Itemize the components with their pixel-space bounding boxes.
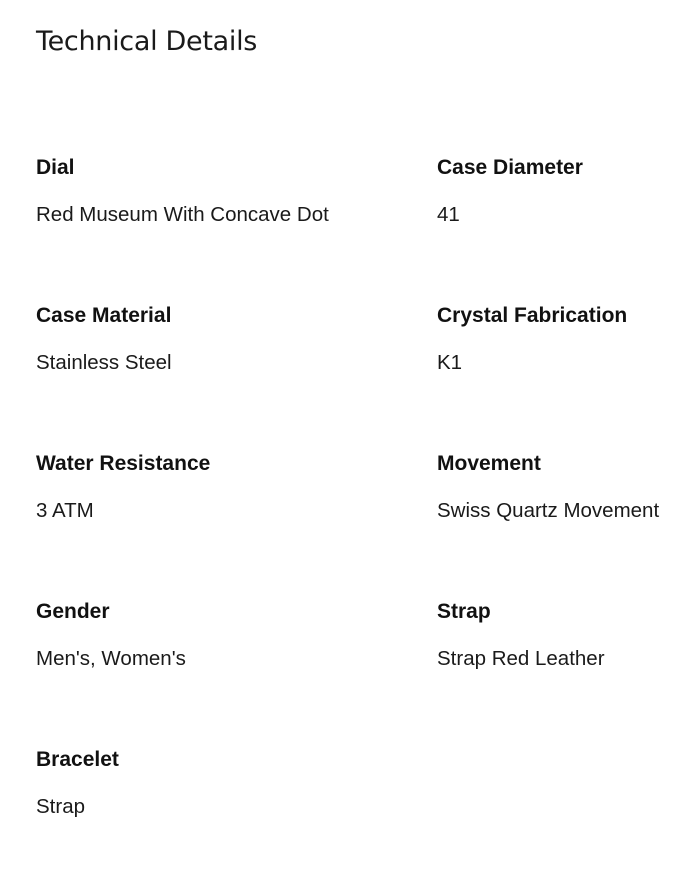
spec-dial [36,154,437,302]
spec-label: Dial [36,156,75,179]
technical-details-list [36,154,696,894]
spec-case-diameter [437,154,696,302]
section-title: Technical Details [36,26,258,57]
spec-water-resistance [36,450,437,598]
spec-value: 3 ATM [36,499,94,522]
spec-label: Water Resistance [36,452,211,475]
spec-row [36,154,696,302]
spec-label: Case Material [36,304,172,327]
spec-movement [437,450,696,598]
spec-value: Men's, Women's [36,647,186,670]
spec-label: Case Diameter [437,156,583,179]
spec-value: Strap Red Leather [437,647,605,670]
spec-crystal-fabrication [437,302,696,450]
spec-case-material [36,302,437,450]
spec-label: Strap [437,600,491,623]
spec-label: Bracelet [36,748,119,771]
spec-gender [36,598,437,746]
spec-value: K1 [437,351,463,374]
spec-value: Strap [36,795,85,818]
spec-strap [437,598,696,746]
spec-value: Swiss Quartz Movement [437,499,660,522]
spec-value: Red Museum With Concave Dot [36,203,329,226]
spec-label: Gender [36,600,110,623]
spec-label: Crystal Fabrication [437,304,628,327]
spec-label: Movement [437,452,541,475]
spec-row [36,598,696,746]
spec-row [36,746,696,894]
spec-row [36,450,696,598]
spec-value: 41 [437,203,460,226]
spec-bracelet [36,746,437,894]
spec-value: Stainless Steel [36,351,172,374]
spec-row [36,302,696,450]
